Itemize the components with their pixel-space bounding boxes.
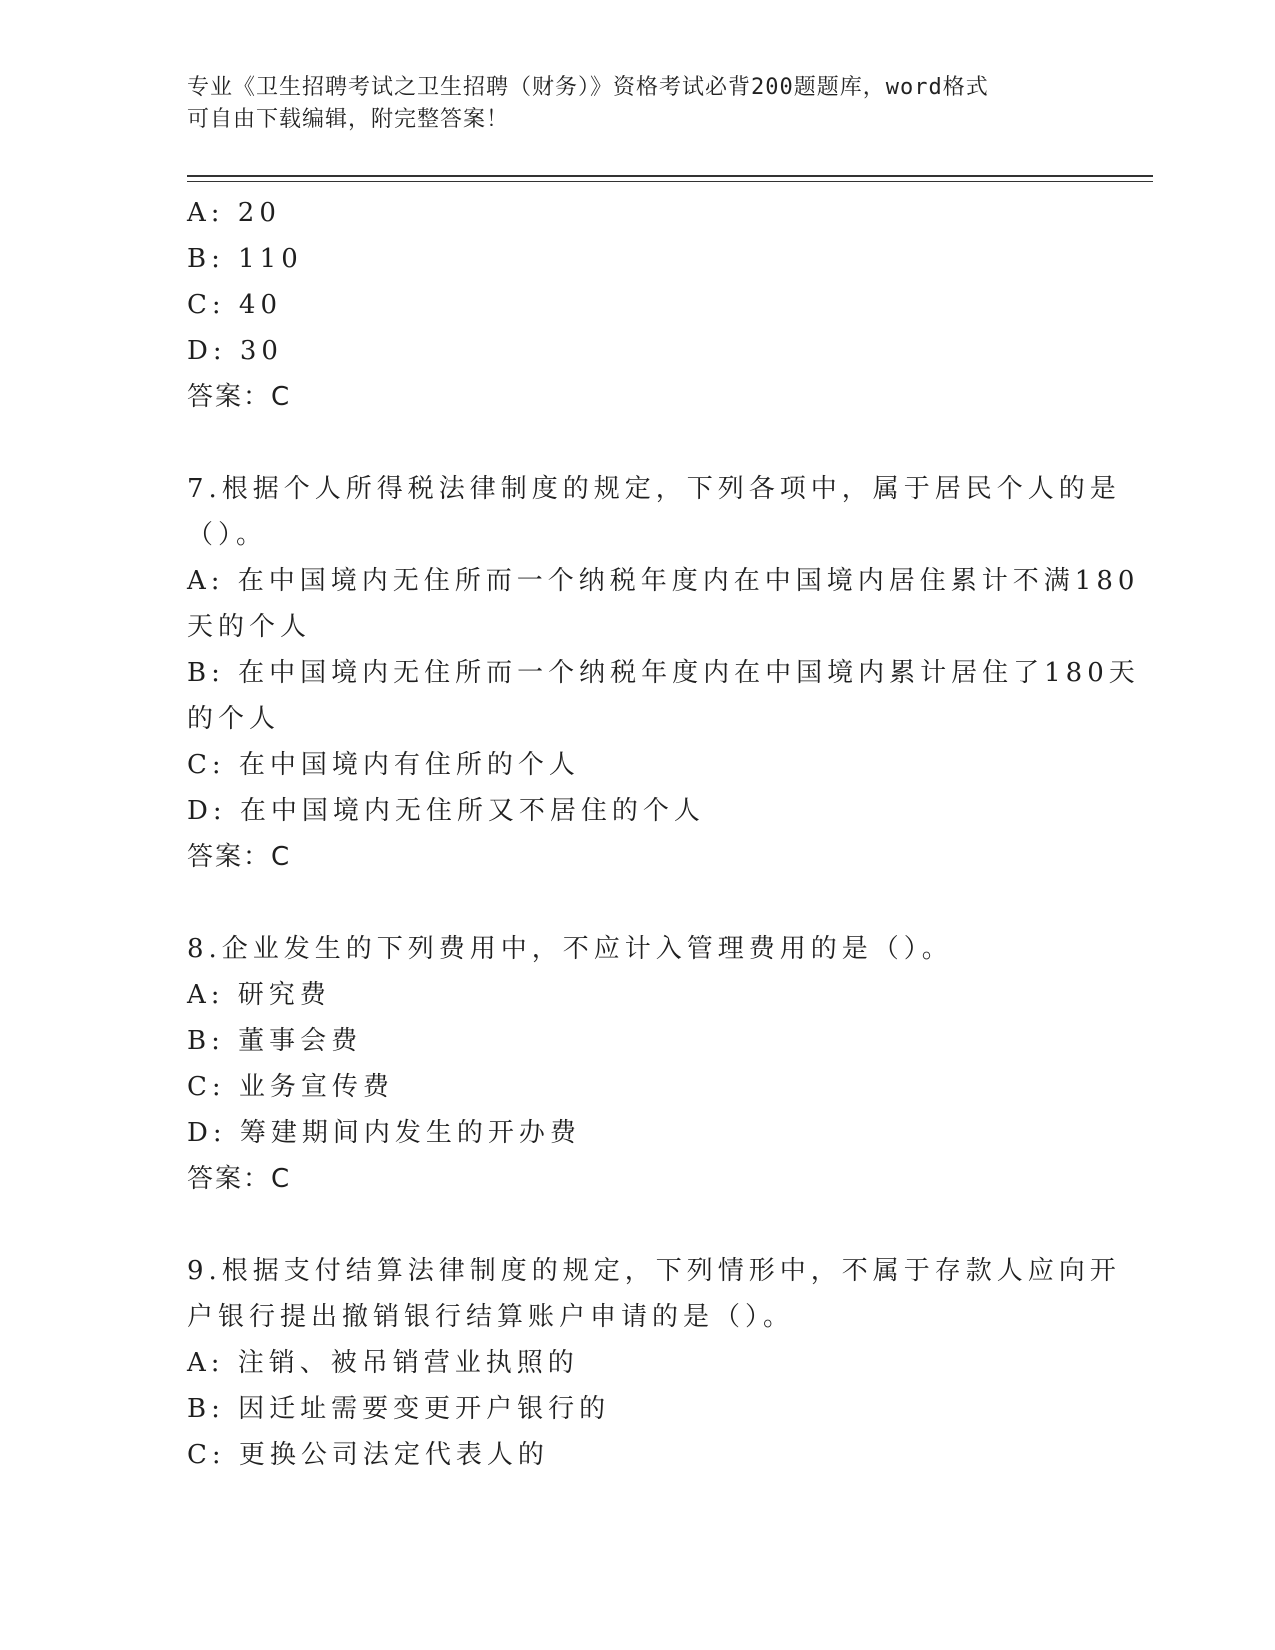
spacer bbox=[187, 420, 1087, 466]
q9-stem-line-1: 9.根据支付结算法律制度的规定，下列情形中，不属于存款人应向开 bbox=[187, 1256, 1121, 1286]
q8-option-b: B: 董事会费 bbox=[187, 1026, 363, 1056]
header-divider-thick bbox=[187, 175, 1153, 177]
q7-option-b-line-1: B: 在中国境内无住所而一个纳税年度内在中国境内累计居住了180天 bbox=[187, 658, 1140, 688]
question-7 bbox=[187, 466, 1140, 880]
q8-option-d: D: 筹建期间内发生的开办费 bbox=[187, 1118, 581, 1148]
q6-answer: 答案：C bbox=[187, 382, 292, 412]
q6-option-c: C: 40 bbox=[187, 290, 283, 320]
q7-option-a-line-1: A: 在中国境内无住所而一个纳税年度内在中国境内居住累计不满180 bbox=[187, 566, 1140, 596]
question-9 bbox=[187, 1248, 1121, 1478]
spacer bbox=[187, 1202, 1087, 1248]
q7-stem-line-2: （）。 bbox=[187, 520, 268, 550]
spacer bbox=[187, 880, 1087, 926]
q8-option-c: C: 业务宣传费 bbox=[187, 1072, 394, 1102]
q9-option-b: B: 因迁址需要变更开户银行的 bbox=[187, 1394, 611, 1424]
q7-option-c: C: 在中国境内有住所的个人 bbox=[187, 750, 580, 780]
q9-option-c: C: 更换公司法定代表人的 bbox=[187, 1440, 549, 1470]
q9-stem-line-2: 户银行提出撤销银行结算账户申请的是（）。 bbox=[187, 1302, 795, 1332]
q7-answer: 答案：C bbox=[187, 842, 292, 872]
q6-option-d: D: 30 bbox=[187, 336, 283, 366]
document-header bbox=[187, 72, 1067, 136]
q6-option-a: A: 20 bbox=[187, 198, 281, 228]
q7-option-d: D: 在中国境内无住所又不居住的个人 bbox=[187, 796, 705, 826]
q7-stem-line-1: 7.根据个人所得税法律制度的规定，下列各项中，属于居民个人的是 bbox=[187, 474, 1121, 504]
header-line-1: 专业《卫生招聘考试之卫生招聘（财务）》资格考试必背200题题库，word格式 bbox=[187, 75, 989, 100]
q7-option-a-line-2: 天的个人 bbox=[187, 612, 312, 642]
document-body bbox=[187, 190, 1140, 1478]
q8-stem: 8.企业发生的下列费用中，不应计入管理费用的是（）。 bbox=[187, 934, 953, 964]
header-divider-thin bbox=[187, 181, 1153, 182]
q7-option-b-line-2: 的个人 bbox=[187, 704, 281, 734]
header-line-2: 可自由下载编辑，附完整答案！ bbox=[187, 107, 510, 132]
q8-option-a: A: 研究费 bbox=[187, 980, 331, 1010]
q8-answer: 答案：C bbox=[187, 1164, 292, 1194]
q6-option-b: B: 110 bbox=[187, 244, 303, 274]
q9-option-a: A: 注销、被吊销营业执照的 bbox=[187, 1348, 579, 1378]
question-6 bbox=[187, 190, 1087, 420]
question-8 bbox=[187, 926, 1087, 1202]
